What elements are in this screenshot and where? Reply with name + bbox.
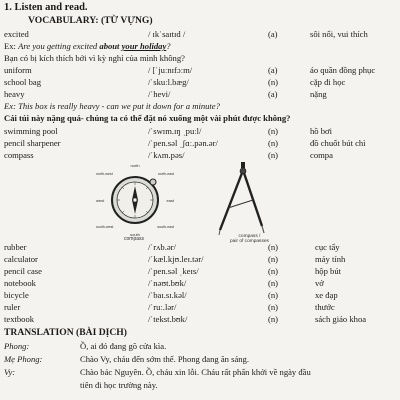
vocab-pos: (n) [268, 242, 279, 252]
example-translation-2: Cái túi này nặng quá- chúng ta có thể đặt nó xuống một vài phút được không? [4, 113, 291, 123]
vocab-pos: (n) [268, 302, 279, 312]
vocab-meaning: vở [315, 278, 324, 288]
compass-caption: compass [124, 236, 145, 242]
label-southeast: south-east [157, 225, 174, 229]
vocab-ipa: /ˈswɪm.ɪŋ ˌpuːl/ [148, 126, 202, 136]
vocab-ipa: /ˈnəʊt.bʊk/ [148, 278, 187, 288]
vocab-meaning: đồ chuốt bút chì [310, 138, 366, 148]
compass-ring [150, 179, 156, 185]
vocab-ipa: /ˈkæl.kjʊ.leɪ.tər/ [148, 254, 204, 264]
vocab-ipa: /ˈpen.səl ˌʃɑː.pən.ər/ [148, 138, 218, 148]
vocab-word: rubber [4, 242, 27, 252]
vocab-meaning: sách giáo khoa [315, 314, 367, 324]
vocab-word: ruler [4, 302, 21, 312]
vocab-meaning: compa [310, 150, 333, 160]
vocab-word: textbook [4, 314, 35, 324]
vocab-ipa: /ˈtekst.bʊk/ [148, 314, 188, 324]
label-northeast: north-east [157, 172, 174, 176]
vocab-pos: (n) [268, 77, 279, 87]
vocab-pos: (a) [268, 29, 278, 39]
vocab-ipa: /ˈhevi/ [148, 89, 171, 99]
vocab-word: compass [4, 150, 34, 160]
vocab-ipa: /ˈrʌb.ər/ [148, 242, 176, 252]
vocab-word: school bag [4, 77, 41, 87]
vocab-meaning: hồ bơi [310, 126, 332, 136]
vocab-pos: (n) [268, 254, 279, 264]
example-bold-about: about [99, 41, 120, 51]
example-sentence-2: Ex: This box is really heavy - can we put it down for a minute? [4, 101, 220, 111]
dividers-leg-right [244, 173, 262, 226]
vocab-word: pencil sharpener [4, 138, 61, 148]
example-sentence-1: Ex: Are you getting excited about your holiday? [4, 41, 171, 51]
translation-heading: TRANSLATION (BÀI DỊCH) [4, 327, 127, 338]
vocab-pos: (n) [268, 138, 279, 148]
vocabulary-heading: VOCABULARY: (TỪ VỰNG) [28, 15, 153, 26]
vocab-meaning: cục tẩy [315, 242, 340, 252]
dialogue-line: Chào Vy, cháu đến sớm thế. Phong đang ăn sáng. [80, 354, 249, 364]
vocab-pos: (n) [268, 150, 279, 160]
vocab-meaning: hộp bút [315, 266, 342, 276]
vocab-meaning: sôi nổi, vui thích [310, 29, 368, 39]
vocab-pos: (a) [268, 65, 278, 75]
example-prefix: Ex: [4, 41, 19, 51]
vocab-word: uniform [4, 65, 32, 75]
dialogue-speaker: Vy: [4, 367, 16, 377]
vocab-pos: (n) [268, 278, 279, 288]
vocab-word: calculator [4, 254, 38, 264]
dialogue-line: Ồ, ai đó đang gõ cửa kìa. [80, 341, 167, 351]
vocab-meaning: cặp đi học [310, 77, 346, 87]
vocab-ipa: / [ˈjuːnɪfɔːm/ [148, 65, 193, 75]
label-south: south [130, 232, 140, 237]
example-text: Are you getting excited [18, 41, 100, 51]
example-translation-1: Bạn có bị kích thích bởi vì kỳ nghỉ của mình không? [4, 53, 185, 63]
section-title: 1. Listen and read. [4, 2, 88, 13]
drawing-compass-illustration [208, 160, 278, 236]
label-southwest: south-west [96, 225, 114, 229]
dividers-handle [241, 162, 245, 168]
vocab-pos: (n) [268, 290, 279, 300]
vocab-meaning: nặng [310, 89, 327, 99]
vocab-word: bicycle [4, 290, 29, 300]
vocab-meaning: máy tính [315, 254, 346, 264]
vocab-meaning: áo quần đồng phục [310, 65, 376, 75]
vocab-word: excited [4, 29, 29, 39]
vocab-pos: (n) [268, 266, 279, 276]
dialogue-speaker: Mẹ Phong: [4, 354, 43, 364]
example-bold-holiday: your holiday [121, 41, 167, 51]
vocab-ipa: /ˈbaɪ.sɪ.kəl/ [148, 290, 187, 300]
label-northwest: north-west [96, 172, 113, 176]
dividers-caption: compass / pair of compasses [230, 234, 269, 244]
vocab-meaning: xe đạp [315, 290, 338, 300]
vocab-pos: (a) [268, 89, 278, 99]
vocab-ipa: / ɪkˈsaɪtɪd / [148, 29, 186, 39]
vocab-pos: (n) [268, 314, 279, 324]
label-east: east [166, 198, 174, 203]
vocab-meaning: thước [315, 302, 335, 312]
dialogue-line: tiên đi học trường này. [80, 380, 158, 390]
label-west: west [96, 198, 105, 203]
vocab-pos: (n) [268, 126, 279, 136]
label-north: north [130, 163, 140, 168]
vocab-word: heavy [4, 89, 25, 99]
vocab-word: swimming pool [4, 126, 58, 136]
vocab-word: notebook [4, 278, 36, 288]
direction-compass-illustration [95, 160, 175, 240]
dialogue-speaker: Phong: [4, 341, 30, 351]
vocab-word: pencil case [4, 266, 42, 276]
vocab-ipa: /ˈkʌm.pəs/ [148, 150, 185, 160]
vocab-ipa: /ˈpen.səl ˌkeɪs/ [148, 266, 199, 276]
vocab-ipa: /ˈruː.lər/ [148, 302, 177, 312]
dividers-leg-left [220, 173, 242, 230]
vocab-ipa: /ˈskuːl.bæg/ [148, 77, 189, 87]
dialogue-line: Chào bác Nguyên. Ồ, cháu xin lỗi. Cháu rất phấn khởi về ngày đầu [80, 367, 311, 377]
